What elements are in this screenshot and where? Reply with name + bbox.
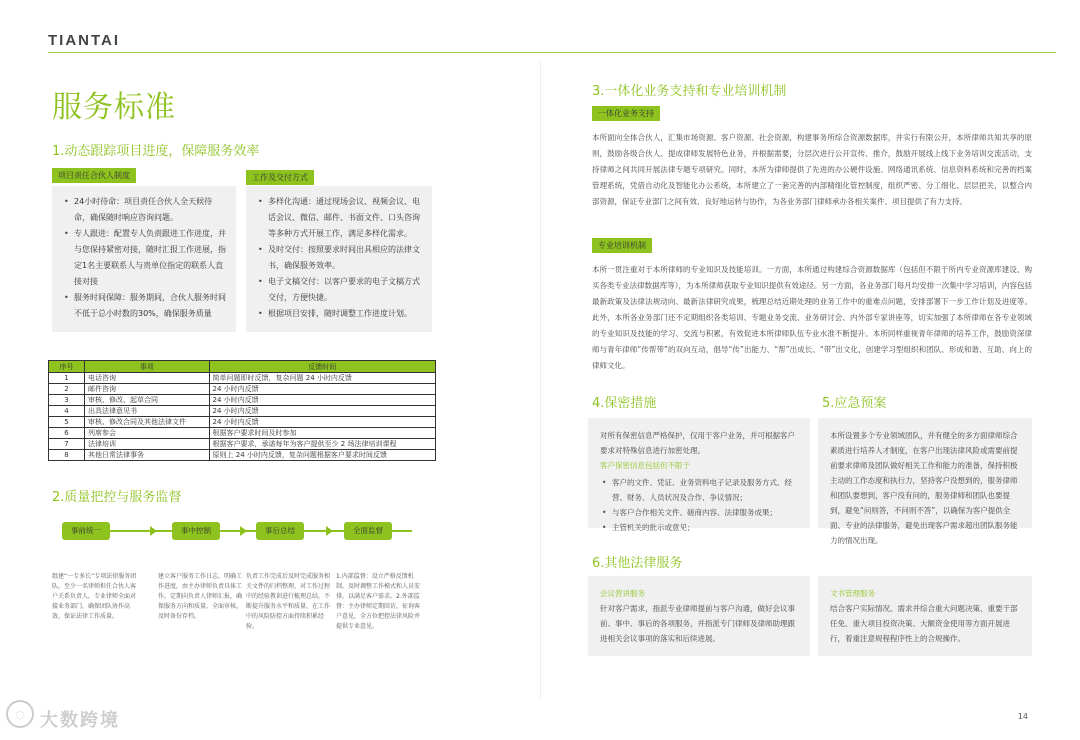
document-service-text: 结合客户实际情况、需求并综合重大问题决策、重要干部任免、重大项目投资决策、大额资金使用等方面开展进行，着重注意规程程序性上的合规操作。 [830, 604, 1018, 643]
training-text: 本所一贯注重对于本所律师的专业知识及技能培训。一方面，本所通过构建综合资源数据库（包括但不限于所内专业资源库建设、购买各类专业法律数据库等），为本所律师获取专业知识提供有效途径。另一方面，各业务部门每月均安排一次集中学习培训，内容包括最新政策及法律法规动向、最新法律研究成果，梳理总结近期处理的业务工作中的重难点问题，安排部署下一步工作计划及进度等。此外，本所各业务部门还不定期组织各类培训、专题业务交流、业务研讨会、内外部专家讲座等，切实加强了本所律师在各专业领域的专业知识及技能的学习、交流与积累，有效促进本所律师队伍专业水准不断提升。本所同样重视青年律师的培养工作，鼓励资深律师与青年律师“传帮带”的双向互动，倡导“传”出能力、“帮”出成长、“带”出文化，创建学习型组织和团队、形成和谐、互助、向上的律师文化。 [592, 265, 1032, 370]
tag-integrated-support: 一体化业务支持 [592, 106, 660, 121]
section3-heading: 3.一体化业务支持和专业培训机制 [592, 84, 787, 99]
table-header-cell: 反馈时间 [209, 361, 435, 373]
page-number: 14 [1017, 712, 1028, 721]
table-cell: 邮件咨询 [85, 384, 210, 395]
table-cell: 列席参会 [85, 428, 210, 439]
header-rule [48, 52, 1056, 53]
flow-node-4: 全面监督 [344, 522, 392, 540]
table-cell: 原则上 24 小时内反馈，复杂问题根据客户要求时间反馈 [209, 450, 435, 461]
partner-system-item: • 专人跟进：配置专人负责跟进工作进度，并与您保持紧密对接，随时汇报工作进展，指定1名主要联系人与贵单位指定的联系人直接对接 [62, 226, 226, 290]
delivery-box [246, 186, 432, 332]
table-cell: 24 小时内反馈 [209, 406, 435, 417]
tag-training: 专业培训机制 [592, 238, 652, 253]
meeting-service-card [588, 576, 810, 656]
page-title: 服务标准 [52, 90, 176, 125]
delivery-item: • 多样化沟通：通过现场会议、视频会议、电话会议、微信、邮件、书面文件、口头咨询等多种方式开展工作，满足多样化需求。 [256, 194, 422, 242]
flow-text-4: 1.内部监督：设立严格反馈机制，及时调整工作模式和人员安排，以满足客户需求。2.外部监督：主办律师定期回访，征询客户意见，全方位把控法律风险并提供专业意见。 [336, 573, 421, 630]
confidentiality-intro: 对所有保密信息严格保护，仅用于客户业务，并可根据客户要求对特殊信息进行加密处理。 [600, 431, 795, 455]
flow-text-2: 建立客户服务工作日志，明确工作进度，由主办律师负责具体工作，定期向负责人律师汇报，确保服务方向和质量，全面审核，及时备份存档。 [158, 573, 243, 620]
table-cell: 其他日常法律事务 [85, 450, 210, 461]
table-cell: 电话咨询 [85, 373, 210, 384]
table-row [49, 373, 436, 384]
table-row [49, 395, 436, 406]
table-cell: 6 [49, 428, 85, 439]
meeting-service-label: 会议营讲服务 [600, 589, 645, 598]
flow-text-3: 负责工作完成后及时完成服务相关文件的归档整理，对工作过程中的经验教训进行梳理总结，不断提升服务水平和质量，在工作中的风险防控方面持续积累经验。 [246, 573, 331, 630]
confidential-item: • 主管机关的批示或意见； [600, 520, 798, 535]
partner-system-box [52, 186, 236, 332]
table-cell: 3 [49, 395, 85, 406]
table-cell: 24 小时内反馈 [209, 395, 435, 406]
tag-delivery: 工作及交付方式 [246, 170, 314, 185]
section2-heading: 2.质量把控与服务监督 [52, 490, 182, 505]
table-cell: 出具法律意见书 [85, 406, 210, 417]
section6-heading: 6.其他法律服务 [592, 556, 683, 571]
document-service-card [818, 576, 1032, 656]
delivery-item: • 及时交付：按照要求时间出具相应的法律文书，确保服务效率。 [256, 242, 422, 274]
table-header-cell: 序号 [49, 361, 85, 373]
emergency-text: 本所设置多个专业领域团队，并有健全的多方面律师综合素质进行培养人才制度，在客户出现法律风险或需要前提前要求律师及团队做好相关工作和能力的准备，保持积极主动的工作态度和执行力，坚持客户没想到的，服务律师和团队要想到，客户没有问的，服务律师和团队也要提到，避免“问则答，不问则不答”，以确保为客户提供全面、专业的法律服务，避免出现客户需求超出团队服务能力的情况出现。 [830, 431, 1018, 545]
table-cell: 法律培训 [85, 439, 210, 450]
table-row [49, 450, 436, 461]
tag-partner-system: 项目责任合伙人制度 [52, 168, 136, 183]
table-cell: 审核、修改合同及其他法律文件 [85, 417, 210, 428]
table-header-cell: 事项 [85, 361, 210, 373]
integrated-support-text: 本所面向全体合伙人，汇集市场资源、客户资源、社会资源，构建事务所综合资源数据库，并实行有限公开，本所律师共知共享的原则，鼓励各级合伙人、提成律师发展特色业务，并根据需要，分层次进行公开宣传、推介，鼓励开展线上线下业务培训交流活动，支持律师之间共同开展法律专题专项研究。同时，本所为律师提供了先进的办公硬件设施、网络通讯系统、信息资料系统和完善的档案管理系统，凭借自动化及智能化办公系统，本所建立了一套完善的内部精细化管控制度，组织严密、分工细化、层层把关，以整合内部资源，保证专业部门之间有效、良好地运转与协作，为各业务部门律师承办各相关案件、项目提供了有力支持。 [592, 133, 1032, 206]
page-divider [540, 60, 541, 700]
table-row [49, 439, 436, 450]
confidentiality-label: 客户保密信息包括但不限于 [600, 461, 690, 470]
section4-heading: 4.保密措施 [592, 396, 657, 411]
arrow-icon [326, 526, 333, 536]
table-cell: 24 小时内反馈 [209, 384, 435, 395]
arrow-icon [150, 526, 157, 536]
arrow-icon [240, 526, 247, 536]
meeting-service-text: 针对客户需求，指派专业律师提前与客户沟通，做好会议事前、事中、事后的各项服务，并指派专门律师及律师助理跟进相关会议事项的落实和后续进展。 [600, 604, 795, 643]
table-row [49, 428, 436, 439]
table-cell: 7 [49, 439, 85, 450]
table-row [49, 417, 436, 428]
flow-text-1: 组建“一专多长”专项法律服务团队，至少一名律师担任合伙人客户关系负责人，专业律师全面对接业务部门，确保团队协作高效，保证法律工作质量。 [52, 573, 137, 620]
response-time-table [48, 360, 436, 461]
table-cell: 5 [49, 417, 85, 428]
table-cell: 1 [49, 373, 85, 384]
table-cell: 审核、修改、起草合同 [85, 395, 210, 406]
delivery-item: • 电子文稿交付：以客户要求的电子文稿方式交付，方便快捷。 [256, 274, 422, 306]
watermark: 大数跨境 [40, 710, 120, 731]
section5-heading: 5.应急预案 [822, 396, 887, 411]
brand-logo: TIANTAI [48, 32, 121, 49]
confidential-item: • 与客户合作相关文件、磋商内容、法律服务成果； [600, 505, 798, 520]
emergency-card [818, 418, 1032, 545]
partner-system-item: • 服务时间保障：服务期间，合伙人服务时间不低于总小时数的30%，确保服务质量 [62, 290, 226, 322]
delivery-item: • 根据项目安排，随时调整工作进度计划。 [256, 306, 422, 322]
table-row [49, 384, 436, 395]
flow-node-3: 事后总结 [256, 522, 304, 540]
partner-system-item: • 24小时待命：项目责任合伙人全天候待命，确保随时响应咨询问题。 [62, 194, 226, 226]
table-cell: 根据客户要求时间及时参加 [209, 428, 435, 439]
table-cell: 8 [49, 450, 85, 461]
table-cell: 2 [49, 384, 85, 395]
flow-node-1: 事前统一 [62, 522, 110, 540]
table-row [49, 406, 436, 417]
table-cell: 4 [49, 406, 85, 417]
table-cell: 根据客户要求，承诺每年为客户提供至少 2 场法律培训课程 [209, 439, 435, 450]
section1-heading: 1.动态跟踪项目进度，保障服务效率 [52, 144, 260, 159]
table-cell: 简单问题即时反馈，复杂问题 24 小时内反馈 [209, 373, 435, 384]
flow-node-2: 事中控制 [172, 522, 220, 540]
document-service-label: 文书管理服务 [830, 589, 875, 598]
confidential-item: • 客户的文件、凭证、业务资料电子记录及服务方式、经营、财务、人员状况及合作、争议情况； [600, 475, 798, 505]
watermark-logo-icon: ◌ [6, 700, 34, 728]
confidentiality-card [588, 418, 810, 532]
table-cell: 24 小时内反馈 [209, 417, 435, 428]
